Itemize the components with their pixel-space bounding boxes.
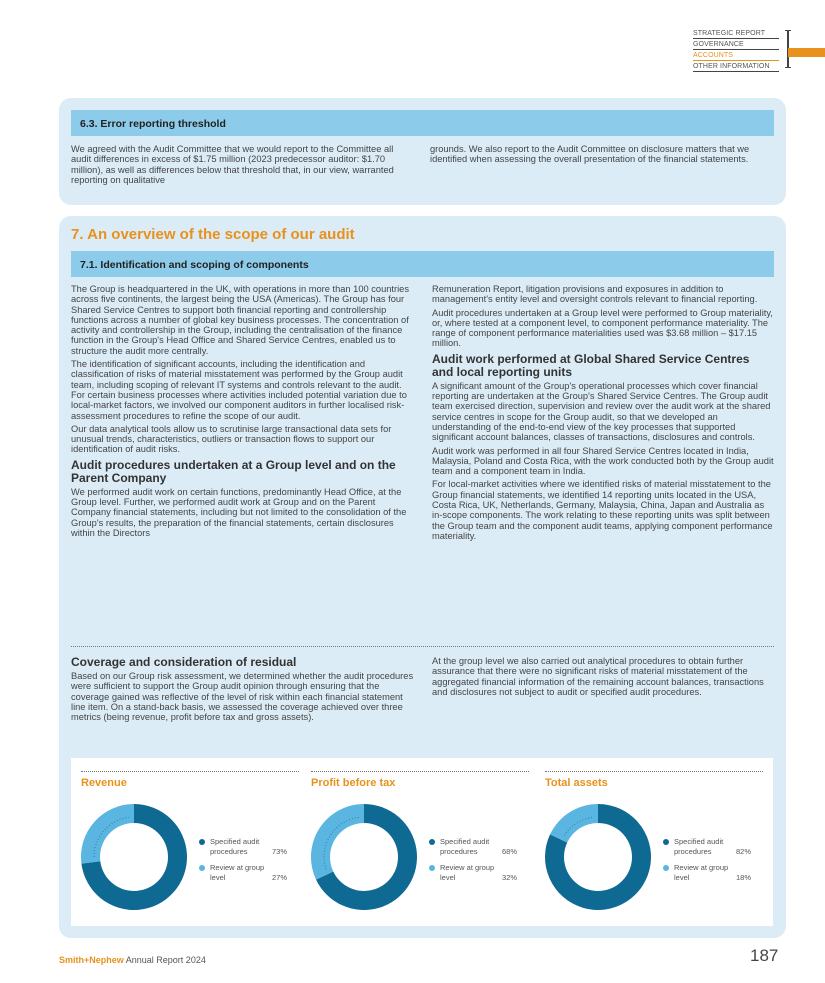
page-number: 187 (750, 946, 779, 965)
legend-swatch (663, 839, 669, 845)
paragraph: Remuneration Report, litigation provisions and exposures in addition to management's entity level and oversight controls relevant to financial reporting. (432, 284, 758, 305)
donut (81, 804, 187, 910)
chart-title: Profit before tax (311, 777, 396, 789)
legend-item (429, 837, 524, 863)
legend-value: 68% (502, 847, 518, 856)
paragraph: Based on our Group risk assessment, we determined whether the audit procedures were sufficient to support the Group audit opinion through ensuring that the coverage gained was reflective of the level of risk within each financial statement line item. On a stand-back basis, we assessed the coverage achieved over three metrics (being revenue, profit before tax and gross assets). (71, 671, 414, 723)
chart-title: Total assets (545, 777, 608, 789)
legend-label: Review at group level (440, 863, 495, 882)
legend-value: 73% (272, 847, 288, 856)
threshold-text-right (430, 144, 770, 168)
legend-item (663, 837, 758, 863)
legend-item (199, 837, 294, 863)
paragraph: The Group is headquartered in the UK, with operations in more than 100 countries across five continents, the largest being the USA (Americas). The Group has four Shared Service Centres to support both financial reporting and controllership functions across a number of global key business processes. The concentration of activity and controllership in the Group, including the centralisation of the finance function in the Group's Head Office and Shared Service Centres, enabled us to structure the audit more centrally. (71, 284, 409, 356)
scope-text-right (432, 284, 774, 544)
threshold-text-left (71, 144, 406, 188)
slice-review-group-level (81, 804, 134, 864)
chart-legend (663, 837, 758, 889)
coverage-heading: Coverage and consideration of residual (71, 655, 297, 669)
legend-item (429, 863, 524, 889)
slice-review-group-level (311, 804, 364, 880)
nav-tick (785, 30, 791, 31)
chart-title: Revenue (81, 777, 127, 789)
paragraph: For local-market activities where we identified risks of material misstatement to the Group financial statements, we identified 14 reporting units located in the USA, Costa Rica, UK, Netherlands, Germany, Malaysia, China, Japan and Australia as in-scope components. The work relating to these reporting units was split between the Group team and the component audit teams, applying component performance materiality. (432, 479, 773, 541)
paragraph: Audit procedures undertaken at a Group level were performed to Group materiality, or, where tested at a component level, to component performance materiality. The range of component performance materialities used was $3.68 million – $17.15 million. (432, 307, 773, 349)
paragraph: We performed audit work on certain functions, predominantly Head Office, at the Group level. Further, we performed audit work at Group and on the Parent Company financial statements, including but not limited to the consolidation of the Group's results, the preparation of the financial statements, certain disclosures within the Directors (71, 486, 407, 538)
paragraph: A significant amount of the Group's operational processes which cover financial reporting are undertaken at the Group's Shared Service Centres. The Group audit team exercised direction, supervision and review over the audit work at the shared service centres in scope for the Group audit, so that we developed an understanding of the end-to-end view of the key processes that supported significant account balances, classes of transactions, disclosures and controls. (432, 380, 771, 443)
legend-value: 18% (736, 873, 752, 882)
threshold-panel (59, 98, 786, 205)
footer (59, 955, 206, 965)
legend-item (663, 863, 758, 889)
legend-swatch (199, 839, 205, 845)
nav-active-marker (788, 48, 825, 57)
components-heading: 7.1. Identification and scoping of components (71, 251, 774, 277)
legend-label: Specified audit procedures (210, 837, 260, 856)
coverage-charts (71, 758, 773, 926)
legend-label: Review at group level (210, 863, 265, 882)
legend-swatch (429, 865, 435, 871)
paragraph: The identification of significant accounts, including the identification and classification of risks of material misstatement was performed by the Group audit team, including scoping of relevant IT systems and controls relevant to the audit. For certain business processes where activities included potential variation due to local-market factors, we involved our component auditors in further localised risk-assessment procedures to refine the scope of our audit. (71, 359, 407, 421)
shared-service-heading: Audit work performed at Global Shared Service Centres and local reporting units (432, 351, 750, 379)
chart-legend (199, 837, 294, 889)
section-title: 7. An overview of the scope of our audit (71, 226, 355, 243)
legend-value: 82% (736, 847, 752, 856)
nav-accounts[interactable]: ACCOUNTS (693, 50, 779, 61)
section-nav (693, 28, 779, 72)
coverage-text-left (71, 654, 416, 725)
paragraph: Our data analytical tools allow us to scrutinise large transactional data sets for unusual trends, characteristics, outliers or transaction flows to support our identification of audit risks. (71, 423, 392, 455)
nav-other-information[interactable]: OTHER INFORMATION (693, 61, 779, 72)
legend-swatch (199, 865, 205, 871)
slice-review-group-level (550, 804, 598, 843)
paragraph: Audit work was performed in all four Shared Service Centres located in India, Malaysia, Poland and Costa Rica, with the work conducted both by the Group audit team and a component team in India. (432, 445, 774, 477)
legend-value: 27% (272, 873, 288, 882)
brand-name: Smith+Nephew (59, 955, 124, 965)
paragraph: At the group level we also carried out analytical procedures to obtain further assurance that there were no significant risks of material misstatement of the aggregated financial information of the remaining account balances, transactions and disclosures not subject to audit or specified audit procedures. (432, 656, 764, 697)
nav-governance[interactable]: GOVERNANCE (693, 39, 779, 50)
chart-legend (429, 837, 524, 889)
group-level-heading: Audit procedures undertaken at a Group level and on the Parent Company (71, 457, 396, 485)
legend-label: Review at group level (674, 863, 729, 882)
paragraph: grounds. We also report to the Audit Committee on disclosure matters that we identified when assessing the overall presentation of the financial statements. (430, 144, 750, 165)
coverage-text-right (432, 656, 774, 700)
paragraph: We agreed with the Audit Committee that we would report to the Committee all audit differences in excess of $1.75 million (2023 predecessor auditor: $1.70 million), as well as differences below that threshold that, in our view, warranted reporting on qualitative (71, 144, 394, 185)
scope-text-left (71, 284, 416, 541)
profit-chart (301, 758, 526, 926)
scope-panel (59, 216, 786, 938)
legend-swatch (429, 839, 435, 845)
revenue-chart (71, 758, 296, 926)
report-name: Annual Report 2024 (123, 955, 206, 965)
legend-swatch (663, 865, 669, 871)
nav-strategic-report[interactable]: STRATEGIC REPORT (693, 28, 779, 39)
nav-tick (785, 67, 791, 68)
threshold-heading: 6.3. Error reporting threshold (71, 110, 774, 136)
divider (71, 646, 774, 647)
legend-label: Specified audit procedures (674, 837, 724, 856)
donut (545, 804, 651, 910)
legend-value: 32% (502, 873, 518, 882)
legend-item (199, 863, 294, 889)
legend-label: Specified audit procedures (440, 837, 490, 856)
total-assets-chart (535, 758, 760, 926)
donut (311, 804, 417, 910)
